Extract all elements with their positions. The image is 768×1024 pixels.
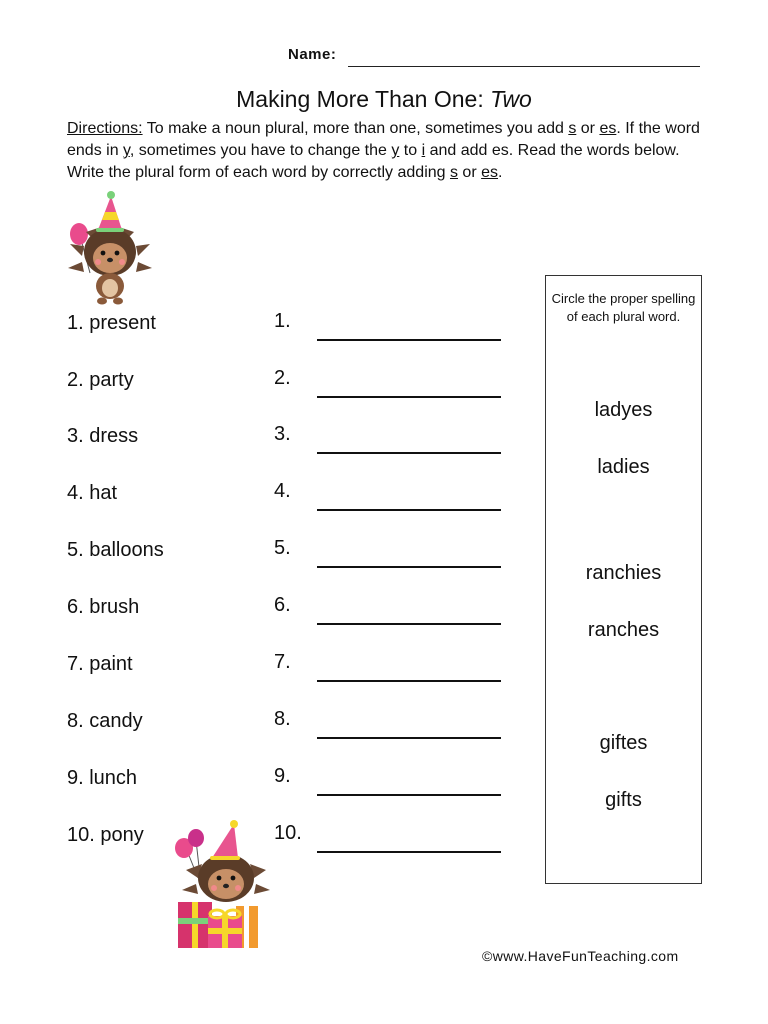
- answer-number: 6.: [274, 594, 291, 616]
- answer-line[interactable]: [317, 509, 501, 511]
- directions-s: s: [568, 120, 577, 137]
- word-item: 7. paint: [67, 653, 133, 675]
- answer-number: 10.: [274, 822, 302, 844]
- directions: [67, 118, 717, 184]
- directions-text: and add es. Read the words below. Write the plural form of each word by correctly adding: [67, 142, 680, 181]
- box-instruction: Circle the proper spelling of each plural word.: [551, 291, 696, 324]
- directions-s: s: [449, 164, 458, 181]
- spelling-choice[interactable]: giftes: [599, 732, 648, 754]
- word-item: 1. present: [67, 312, 156, 334]
- directions-text: To make a noun plural, more than one, sometimes you add: [142, 120, 569, 137]
- hedgehog-illustration: [64, 188, 156, 306]
- word-item: 6. brush: [67, 596, 140, 618]
- word-item: 2. party: [67, 369, 134, 391]
- directions-es: es: [599, 120, 617, 137]
- hedgehog-gifts-illustration: [172, 818, 272, 950]
- worksheet-title: [0, 86, 768, 113]
- answer-line[interactable]: [317, 680, 501, 682]
- directions-text: .: [498, 164, 503, 181]
- answer-line[interactable]: [317, 794, 501, 796]
- answer-number: 2.: [274, 367, 291, 389]
- copyright-footer: ©www.HaveFunTeaching.com: [482, 948, 679, 964]
- spelling-choice-box: [545, 275, 702, 884]
- spelling-choice[interactable]: ranches: [587, 619, 660, 641]
- answer-number: 4.: [274, 480, 291, 502]
- title-main: Making More Than One:: [236, 86, 491, 112]
- answer-number: 9.: [274, 765, 291, 787]
- answer-number: 8.: [274, 708, 291, 730]
- word-item: 8. candy: [67, 710, 143, 732]
- answer-number: 1.: [274, 310, 291, 332]
- answer-line[interactable]: [317, 737, 501, 739]
- directions-text: or: [457, 164, 482, 181]
- spelling-choice[interactable]: gifts: [605, 789, 642, 811]
- directions-y: y: [391, 142, 400, 159]
- answer-line[interactable]: [317, 396, 501, 398]
- name-label: Name:: [288, 46, 337, 63]
- directions-text: . If the word ends in: [67, 120, 700, 159]
- word-item: 3. dress: [67, 425, 139, 447]
- spelling-choice[interactable]: ladies: [597, 456, 650, 478]
- word-item: 9. lunch: [67, 767, 138, 789]
- answer-line[interactable]: [317, 623, 501, 625]
- title-italic: Two: [490, 86, 532, 112]
- answer-line[interactable]: [317, 452, 501, 454]
- directions-text: to: [399, 142, 422, 159]
- answer-line[interactable]: [317, 566, 501, 568]
- answer-line[interactable]: [317, 339, 501, 341]
- directions-y: y: [123, 142, 130, 159]
- spelling-choice[interactable]: ranchies: [585, 562, 662, 584]
- directions-es: es: [481, 164, 499, 181]
- directions-text: , sometimes you have to change the: [129, 142, 392, 159]
- word-item: 4. hat: [67, 482, 118, 504]
- word-item: 10. pony: [67, 824, 144, 846]
- answer-number: 3.: [274, 423, 291, 445]
- word-item: 5. balloons: [67, 539, 164, 561]
- spelling-choice[interactable]: ladyes: [594, 399, 653, 421]
- directions-label: Directions:: [67, 120, 143, 137]
- name-field[interactable]: [348, 66, 700, 67]
- answer-number: 7.: [274, 651, 291, 673]
- directions-i: i: [421, 142, 426, 159]
- directions-text: or: [576, 120, 600, 137]
- answer-line[interactable]: [317, 851, 501, 853]
- answer-number: 5.: [274, 537, 291, 559]
